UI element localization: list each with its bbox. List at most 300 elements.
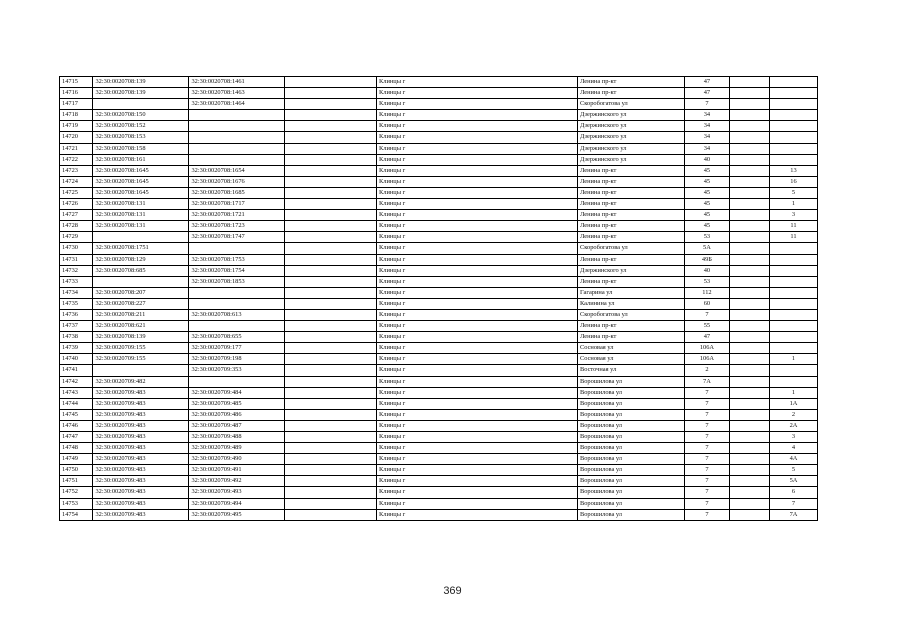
cell-cadastral-number: 32:30:0020709:495 [189,509,285,520]
cell-cadastral-number [189,143,285,154]
cell-cadastral-number [189,243,285,254]
cell-record-number: 14732 [60,265,93,276]
cell-house-number: 45 [685,210,730,221]
cell-flat-number: 5А [769,476,817,487]
table-row [60,176,818,187]
cell-house-number: 47 [685,77,730,88]
cell-house-number: 7 [685,409,730,420]
cell-house-number: 7 [685,420,730,431]
cell-flat-number [769,276,817,287]
registry-table-body [60,77,818,521]
cell-street: Ворошилова ул [577,454,684,465]
cell-city: Клинцы г [377,121,578,132]
cell-record-number: 14715 [60,77,93,88]
cell-parent-cadastral-number: 32:30:0020709:483 [93,498,189,509]
cell-house-number: 45 [685,176,730,187]
cell-flat-number [769,99,817,110]
cell-parent-cadastral-number: 32:30:0020708:161 [93,154,189,165]
cell-parent-cadastral-number: 32:30:0020708:1751 [93,243,189,254]
cell-cadastral-number: 32:30:0020708:1754 [189,265,285,276]
table-row [60,476,818,487]
cell-parent-cadastral-number: 32:30:0020709:155 [93,343,189,354]
cell-record-number: 14743 [60,387,93,398]
cell-city: Клинцы г [377,154,578,165]
cell-street: Ворошилова ул [577,420,684,431]
cell-record-number: 14730 [60,243,93,254]
cell-house-number: 7 [685,99,730,110]
table-row [60,498,818,509]
cell-street: Скоробогатова ул [577,309,684,320]
cell-parent-cadastral-number: 32:30:0020708:207 [93,287,189,298]
cell-cadastral-number: 32:30:0020708:1721 [189,210,285,221]
cell-record-number: 14731 [60,254,93,265]
cell-city: Клинцы г [377,287,578,298]
cell-house-number: 34 [685,132,730,143]
cell-empty-column [285,143,377,154]
cell-record-number: 14725 [60,187,93,198]
cell-cadastral-number: 32:30:0020708:1464 [189,99,285,110]
cell-parent-cadastral-number: 32:30:0020709:483 [93,409,189,420]
cell-empty-column [285,443,377,454]
cell-street: Ленина пр-кт [577,276,684,287]
cell-empty-column [285,365,377,376]
cell-record-number: 14728 [60,221,93,232]
cell-empty-column [285,232,377,243]
cell-record-number: 14742 [60,376,93,387]
cell-building [729,243,769,254]
cell-street: Ворошилова ул [577,387,684,398]
cell-parent-cadastral-number: 32:30:0020709:483 [93,509,189,520]
cell-street: Ворошилова ул [577,376,684,387]
table-row [60,420,818,431]
cell-building [729,210,769,221]
cell-parent-cadastral-number [93,232,189,243]
cell-parent-cadastral-number: 32:30:0020708:1645 [93,187,189,198]
table-row [60,121,818,132]
cell-building [729,121,769,132]
cell-building [729,487,769,498]
table-row [60,265,818,276]
cell-house-number: 40 [685,154,730,165]
cell-house-number: 34 [685,143,730,154]
cell-parent-cadastral-number: 32:30:0020709:483 [93,443,189,454]
cell-building [729,176,769,187]
cell-parent-cadastral-number [93,276,189,287]
cell-flat-number: 1А [769,398,817,409]
cell-parent-cadastral-number: 32:30:0020708:139 [93,332,189,343]
cell-street: Восточная ул [577,365,684,376]
cell-parent-cadastral-number: 32:30:0020708:158 [93,143,189,154]
cell-empty-column [285,398,377,409]
cell-house-number: 55 [685,321,730,332]
cell-building [729,343,769,354]
cell-building [729,432,769,443]
cell-house-number: 53 [685,276,730,287]
cell-cadastral-number: 32:30:0020708:655 [189,332,285,343]
cell-empty-column [285,187,377,198]
cell-city: Клинцы г [377,420,578,431]
cell-street: Ворошилова ул [577,465,684,476]
cell-house-number: 34 [685,121,730,132]
cell-city: Клинцы г [377,321,578,332]
cell-flat-number: 5 [769,187,817,198]
cell-record-number: 14736 [60,309,93,320]
cell-building [729,465,769,476]
cell-empty-column [285,265,377,276]
cell-building [729,99,769,110]
cell-flat-number [769,88,817,99]
cell-record-number: 14716 [60,88,93,99]
cell-cadastral-number: 32:30:0020709:485 [189,398,285,409]
cell-empty-column [285,343,377,354]
cell-city: Клинцы г [377,132,578,143]
table-row [60,309,818,320]
cell-cadastral-number [189,121,285,132]
cell-street: Ленина пр-кт [577,321,684,332]
cell-city: Клинцы г [377,99,578,110]
cell-empty-column [285,88,377,99]
table-row [60,232,818,243]
cell-street: Ленина пр-кт [577,221,684,232]
cell-record-number: 14734 [60,287,93,298]
cell-house-number: 45 [685,221,730,232]
cell-street: Ворошилова ул [577,487,684,498]
cell-building [729,287,769,298]
cell-street: Дзержинского ул [577,154,684,165]
cell-parent-cadastral-number: 32:30:0020708:131 [93,199,189,210]
cell-cadastral-number: 32:30:0020708:1747 [189,232,285,243]
cell-record-number: 14726 [60,199,93,210]
cell-parent-cadastral-number: 32:30:0020709:483 [93,476,189,487]
cell-city: Клинцы г [377,243,578,254]
cell-parent-cadastral-number: 32:30:0020709:483 [93,454,189,465]
cell-house-number: 40 [685,265,730,276]
cell-city: Клинцы г [377,309,578,320]
cell-record-number: 14721 [60,143,93,154]
cell-building [729,409,769,420]
cell-empty-column [285,476,377,487]
table-row [60,365,818,376]
cell-street: Дзержинского ул [577,132,684,143]
cell-record-number: 14722 [60,154,93,165]
cell-street: Ленина пр-кт [577,165,684,176]
cell-record-number: 14750 [60,465,93,476]
cell-city: Клинцы г [377,176,578,187]
table-row [60,354,818,365]
cell-record-number: 14753 [60,498,93,509]
cell-house-number: 47 [685,88,730,99]
cell-building [729,199,769,210]
cell-street: Ворошилова ул [577,509,684,520]
cell-parent-cadastral-number [93,99,189,110]
cell-parent-cadastral-number: 32:30:0020708:685 [93,265,189,276]
cell-cadastral-number: 32:30:0020709:484 [189,387,285,398]
cell-house-number: 49Б [685,254,730,265]
cell-empty-column [285,121,377,132]
cell-building [729,298,769,309]
table-row [60,376,818,387]
cell-building [729,165,769,176]
table-row [60,243,818,254]
cell-cadastral-number: 32:30:0020708:1654 [189,165,285,176]
table-row [60,409,818,420]
cell-house-number: 47 [685,332,730,343]
cell-city: Клинцы г [377,165,578,176]
table-row [60,509,818,520]
cell-house-number: 7А [685,376,730,387]
cell-record-number: 14744 [60,398,93,409]
cell-building [729,376,769,387]
cell-empty-column [285,99,377,110]
cell-city: Клинцы г [377,254,578,265]
cell-house-number: 60 [685,298,730,309]
cell-record-number: 14720 [60,132,93,143]
cell-street: Ленина пр-кт [577,88,684,99]
cell-empty-column [285,276,377,287]
cell-flat-number [769,132,817,143]
cell-city: Клинцы г [377,443,578,454]
table-row [60,210,818,221]
cell-empty-column [285,199,377,210]
cell-record-number: 14738 [60,332,93,343]
cell-flat-number [769,77,817,88]
cell-cadastral-number [189,154,285,165]
cell-cadastral-number [189,376,285,387]
cell-city: Клинцы г [377,265,578,276]
cell-building [729,365,769,376]
table-row [60,187,818,198]
cell-cadastral-number: 32:30:0020708:1853 [189,276,285,287]
cell-street: Сосновая ул [577,343,684,354]
cell-flat-number [769,143,817,154]
cell-empty-column [285,254,377,265]
cell-record-number: 14724 [60,176,93,187]
cell-record-number: 14718 [60,110,93,121]
table-row [60,443,818,454]
cell-building [729,476,769,487]
cell-building [729,88,769,99]
cell-parent-cadastral-number: 32:30:0020709:483 [93,432,189,443]
cell-street: Ленина пр-кт [577,332,684,343]
cell-street: Ленина пр-кт [577,210,684,221]
table-row [60,110,818,121]
cell-empty-column [285,287,377,298]
cell-house-number: 7 [685,432,730,443]
cell-house-number: 7 [685,498,730,509]
cell-record-number: 14729 [60,232,93,243]
cell-record-number: 14748 [60,443,93,454]
cell-building [729,354,769,365]
cell-house-number: 7 [685,476,730,487]
cell-empty-column [285,487,377,498]
cell-cadastral-number: 32:30:0020708:1717 [189,199,285,210]
cell-parent-cadastral-number: 32:30:0020708:153 [93,132,189,143]
cell-city: Клинцы г [377,276,578,287]
cell-cadastral-number: 32:30:0020709:353 [189,365,285,376]
cell-parent-cadastral-number: 32:30:0020708:227 [93,298,189,309]
table-row [60,143,818,154]
cell-street: Ворошилова ул [577,498,684,509]
cell-flat-number: 4А [769,454,817,465]
table-row [60,287,818,298]
cell-empty-column [285,165,377,176]
cell-flat-number: 1 [769,199,817,210]
cell-flat-number [769,154,817,165]
cell-city: Клинцы г [377,88,578,99]
cell-flat-number: 11 [769,221,817,232]
cell-parent-cadastral-number: 32:30:0020709:483 [93,387,189,398]
cell-flat-number [769,298,817,309]
cell-flat-number [769,321,817,332]
cell-flat-number: 1 [769,387,817,398]
cell-parent-cadastral-number: 32:30:0020709:483 [93,487,189,498]
cell-parent-cadastral-number: 32:30:0020708:150 [93,110,189,121]
cell-building [729,454,769,465]
cell-cadastral-number: 32:30:0020708:1676 [189,176,285,187]
cell-empty-column [285,243,377,254]
cell-empty-column [285,110,377,121]
cell-parent-cadastral-number: 32:30:0020708:1645 [93,176,189,187]
cell-city: Клинцы г [377,498,578,509]
cell-city: Клинцы г [377,398,578,409]
cell-building [729,332,769,343]
cell-street: Гагарина ул [577,287,684,298]
cell-empty-column [285,298,377,309]
table-row [60,343,818,354]
cell-cadastral-number: 32:30:0020709:492 [189,476,285,487]
cell-record-number: 14717 [60,99,93,110]
cell-cadastral-number: 32:30:0020708:1753 [189,254,285,265]
cell-house-number: 7 [685,443,730,454]
cell-building [729,265,769,276]
cell-parent-cadastral-number: 32:30:0020708:1645 [93,165,189,176]
cell-record-number: 14740 [60,354,93,365]
cell-flat-number [769,254,817,265]
cell-empty-column [285,321,377,332]
cell-cadastral-number [189,287,285,298]
cell-flat-number [769,332,817,343]
cell-house-number: 2 [685,365,730,376]
cell-house-number: 7 [685,509,730,520]
cell-street: Ворошилова ул [577,443,684,454]
cell-city: Клинцы г [377,354,578,365]
cell-cadastral-number [189,110,285,121]
cell-flat-number: 11 [769,232,817,243]
table-row [60,88,818,99]
cell-cadastral-number [189,132,285,143]
cell-empty-column [285,332,377,343]
cell-building [729,509,769,520]
cell-parent-cadastral-number: 32:30:0020709:483 [93,398,189,409]
cell-parent-cadastral-number: 32:30:0020709:483 [93,465,189,476]
cell-building [729,498,769,509]
cell-building [729,132,769,143]
cell-city: Клинцы г [377,221,578,232]
cell-city: Клинцы г [377,365,578,376]
cell-house-number: 45 [685,199,730,210]
cell-city: Клинцы г [377,187,578,198]
cell-building [729,276,769,287]
table-row [60,465,818,476]
cell-house-number: 45 [685,187,730,198]
cell-parent-cadastral-number: 32:30:0020708:131 [93,221,189,232]
cell-flat-number: 3 [769,432,817,443]
table-row [60,99,818,110]
cell-street: Ворошилова ул [577,476,684,487]
cell-street: Ленина пр-кт [577,254,684,265]
cell-city: Клинцы г [377,77,578,88]
cell-flat-number: 7 [769,498,817,509]
table-row [60,154,818,165]
cell-flat-number: 4 [769,443,817,454]
cell-house-number: 7 [685,387,730,398]
cell-street: Скоробогатова ул [577,243,684,254]
cell-building [729,321,769,332]
cell-empty-column [285,77,377,88]
cell-parent-cadastral-number: 32:30:0020708:129 [93,254,189,265]
cell-cadastral-number: 32:30:0020708:1463 [189,88,285,99]
cell-city: Клинцы г [377,387,578,398]
cell-parent-cadastral-number: 32:30:0020708:621 [93,321,189,332]
cell-street: Дзержинского ул [577,110,684,121]
cell-city: Клинцы г [377,465,578,476]
cell-street: Ленина пр-кт [577,176,684,187]
cell-city: Клинцы г [377,298,578,309]
cell-cadastral-number: 32:30:0020709:177 [189,343,285,354]
cell-parent-cadastral-number: 32:30:0020708:152 [93,121,189,132]
cell-city: Клинцы г [377,487,578,498]
cell-street: Дзержинского ул [577,265,684,276]
cell-street: Ворошилова ул [577,432,684,443]
cell-empty-column [285,309,377,320]
cell-street: Сосновая ул [577,354,684,365]
cell-house-number: 106А [685,354,730,365]
cell-parent-cadastral-number [93,365,189,376]
cell-city: Клинцы г [377,409,578,420]
cell-record-number: 14751 [60,476,93,487]
cell-flat-number [769,309,817,320]
cell-building [729,154,769,165]
cell-street: Ленина пр-кт [577,187,684,198]
cell-cadastral-number: 32:30:0020709:494 [189,498,285,509]
table-row [60,77,818,88]
cell-record-number: 14735 [60,298,93,309]
cell-parent-cadastral-number: 32:30:0020709:155 [93,354,189,365]
table-row [60,132,818,143]
cell-street: Ворошилова ул [577,398,684,409]
cell-empty-column [285,420,377,431]
cell-record-number: 14723 [60,165,93,176]
cell-cadastral-number: 32:30:0020709:493 [189,487,285,498]
cell-empty-column [285,409,377,420]
cell-house-number: 7 [685,465,730,476]
cell-city: Клинцы г [377,199,578,210]
cell-cadastral-number: 32:30:0020709:488 [189,432,285,443]
cell-cadastral-number: 32:30:0020709:489 [189,443,285,454]
cell-street: Калинина ул [577,298,684,309]
cell-flat-number: 6 [769,487,817,498]
cell-house-number: 34 [685,110,730,121]
cell-empty-column [285,221,377,232]
cell-building [729,143,769,154]
cell-flat-number: 2 [769,409,817,420]
cell-empty-column [285,432,377,443]
cell-city: Клинцы г [377,232,578,243]
cell-flat-number: 13 [769,165,817,176]
page-number: 369 [443,585,462,597]
cell-record-number: 14747 [60,432,93,443]
cell-parent-cadastral-number: 32:30:0020708:131 [93,210,189,221]
